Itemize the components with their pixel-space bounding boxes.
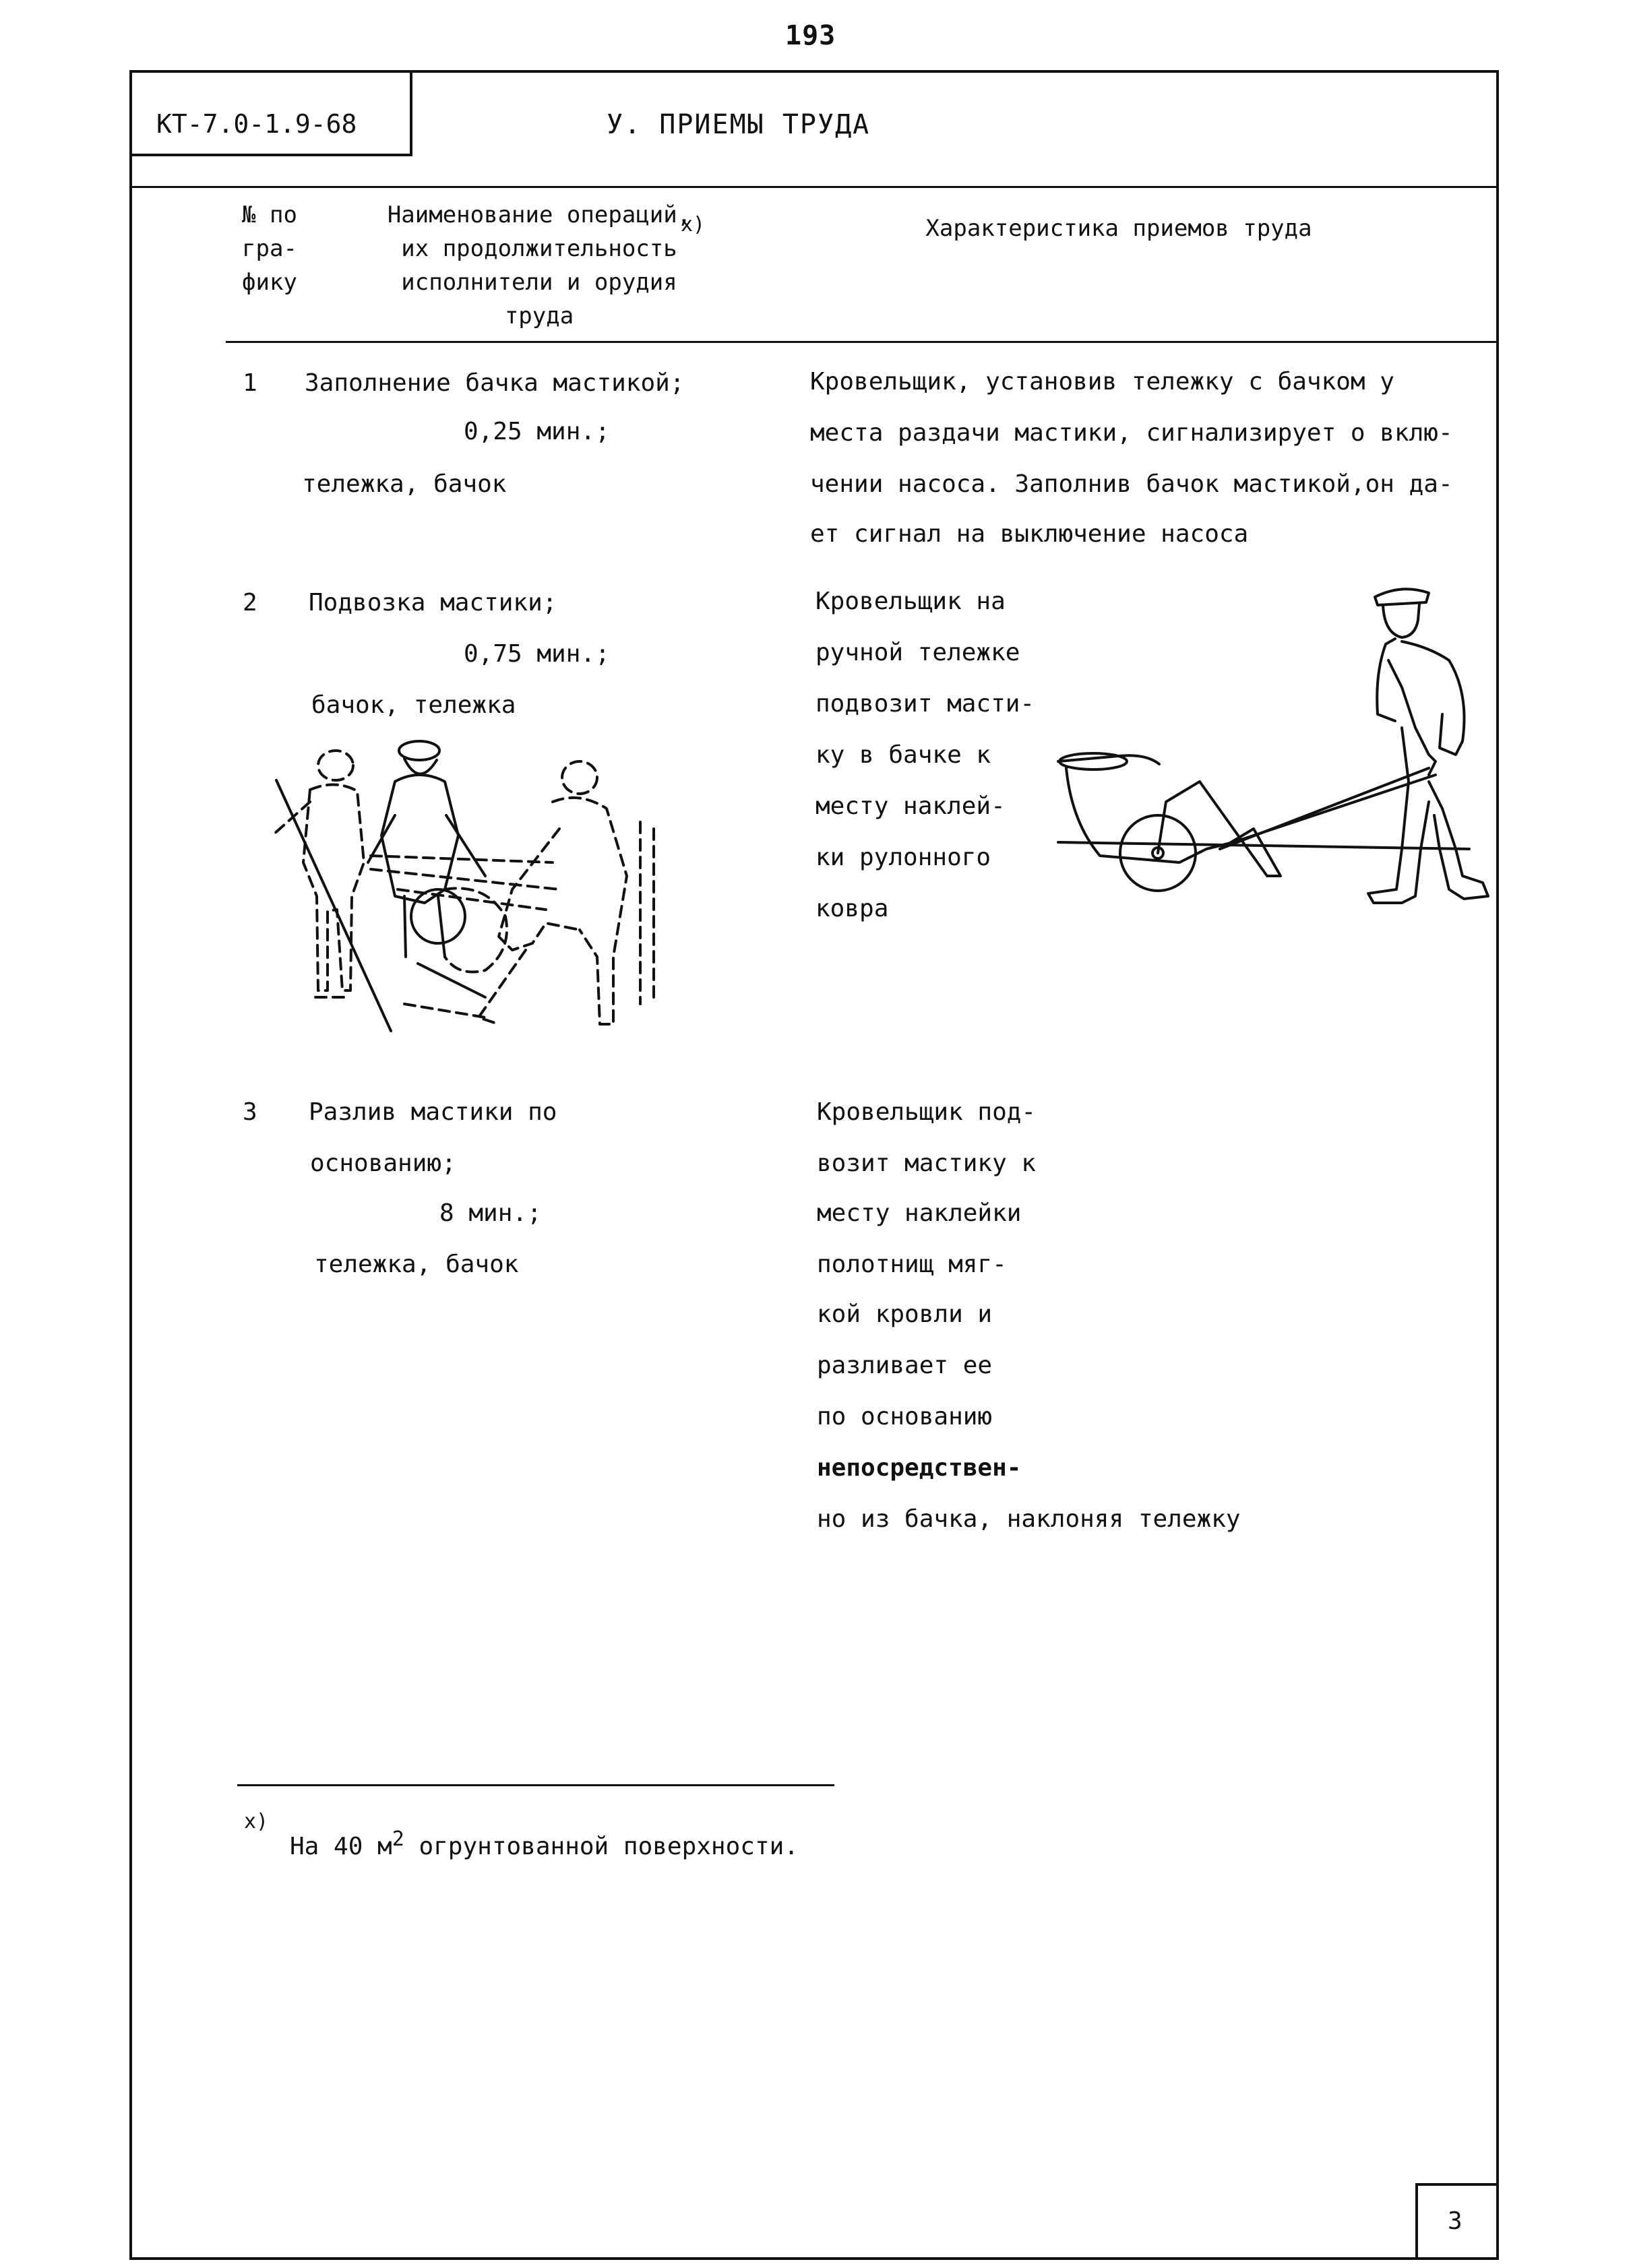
header-col-operation-line: Наименование операций,	[387, 201, 691, 228]
header-col-operation-line: труда	[504, 303, 574, 329]
row-3-description-line: возит мастику к	[817, 1149, 1037, 1177]
document-code: КТ-7.0-1.9-68	[156, 109, 357, 139]
row-3-description-line: кой кровли и	[817, 1300, 993, 1328]
row-1-tools: тележка, бачок	[302, 470, 507, 498]
corner-number: 3	[1448, 2207, 1463, 2235]
row-2-duration: 0,75 мин.;	[464, 640, 610, 668]
page-number: 193	[785, 20, 836, 51]
row-3-operation: Разлив мастики по	[309, 1098, 557, 1126]
row-3-description-line: непосредствен-	[817, 1454, 1022, 1482]
footnote-text-end: огрунтованной поверхности.	[404, 1833, 799, 1860]
footnote-superscript: 2	[392, 1827, 404, 1851]
header-col-operation-line: исполнители и орудия	[401, 269, 677, 296]
row-2-description-line: месту наклей-	[816, 792, 1006, 820]
row-1-duration: 0,25 мин.;	[464, 418, 610, 445]
row-3-description-line: Кровельщик под-	[817, 1098, 1037, 1126]
row-2-description-line: подвозит масти-	[816, 690, 1035, 718]
header-col-description: Характеристика приемов труда	[925, 215, 1312, 242]
row-1-description-line: Кровельщик, установив тележку с бачком у	[810, 368, 1394, 396]
row-1-number: 1	[243, 369, 257, 397]
footnote-rule	[237, 1784, 834, 1786]
row-2-operation: Подвозка мастики;	[309, 589, 557, 617]
row-3-tools: тележка, бачок	[314, 1251, 519, 1278]
section-title: У. ПРИЕМЫ ТРУДА	[607, 109, 871, 140]
row-3-description-line: месту наклейки	[817, 1199, 1022, 1227]
row-3-operation-continued: основанию;	[310, 1149, 456, 1177]
footnote-mark: x)	[244, 1810, 269, 1833]
row-3-number: 3	[243, 1098, 257, 1126]
row-3-description-line: разливает ее	[817, 1352, 993, 1379]
header-col-number	[216, 198, 324, 299]
footnote-text	[290, 1827, 799, 1860]
row-2-description-line: ковра	[816, 895, 889, 922]
row-1-description-line: чении насоса. Заполнив бачок мастикой,он да-	[810, 470, 1453, 498]
footnote-text-start: На 40 м	[290, 1833, 392, 1860]
header-col-operation-line: их продолжительность	[401, 235, 677, 262]
header-col-number-line: № по	[242, 201, 297, 228]
row-1-operation: Заполнение бачка мастикой;	[305, 369, 685, 397]
row-3-description-line: полотнищ мяг-	[817, 1251, 1007, 1278]
row-2-description-line: ки рулонного	[816, 844, 991, 871]
row-2-tools: бачок, тележка	[311, 691, 516, 719]
header-top-rule	[129, 186, 1499, 188]
row-2-description-line: ручной тележке	[816, 639, 1020, 666]
row-2-description-line: Кровельщик на	[816, 588, 1006, 615]
row-1-description-line: места раздачи мастики, сигнализирует о вклю-	[810, 419, 1453, 447]
row-3-description-line: но из бачка, наклоняя тележку	[817, 1505, 1241, 1533]
worker-pushing-cart-drawing	[1051, 579, 1503, 923]
header-col-number-line: фику	[242, 269, 297, 296]
row-1-description-line: ет сигнал на выключение насоса	[810, 520, 1249, 548]
header-footnote-mark: x)	[681, 213, 706, 237]
workers-filling-tank-drawing	[263, 734, 681, 1071]
header-bottom-rule	[226, 341, 1499, 343]
row-2-number: 2	[243, 589, 257, 617]
header-col-number-line: гра-	[242, 235, 297, 262]
row-3-duration: 8 мин.;	[439, 1199, 542, 1227]
row-2-description-line: ку в бачке к	[816, 741, 991, 769]
row-3-description-line: по основанию	[817, 1403, 993, 1430]
